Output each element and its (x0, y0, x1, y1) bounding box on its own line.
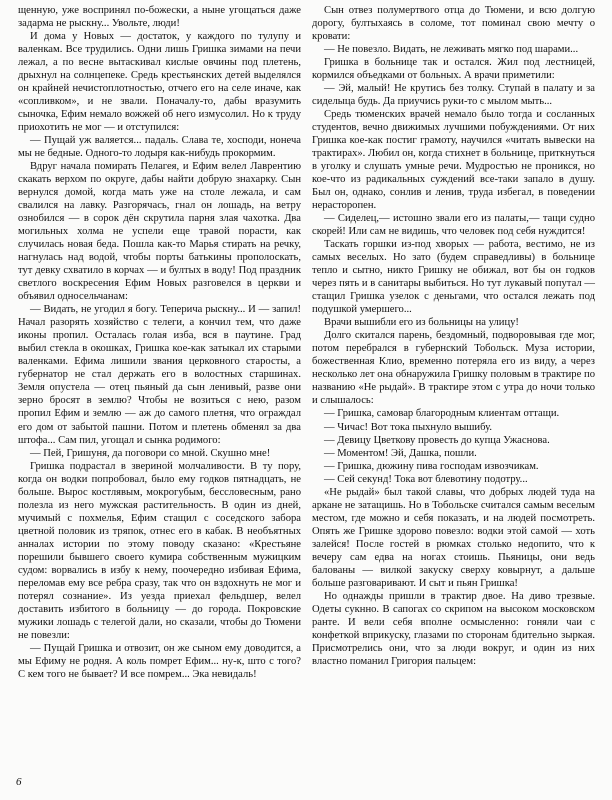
paragraph: Долго скитался парень, бездомный, подворовывая где мог, потом перебрался в губернский Тобольск. Муза истории, божественная Клио, временно потеряла его из виду, а через несколько лет она обнаружила Гришку половым в трактире по названию «Не рыдай». В трактире этом с утра до ночи только и слышалось: (312, 330, 595, 407)
paragraph: — Сей секунд! Тока вот блевотину подотру... (324, 473, 528, 485)
paragraph: Гришка в больнице так и остался. Жил под лестницей, кормился объедками от больных. А врачи приметили: (312, 57, 595, 82)
paragraph: И дома у Новых — достаток, у каждого по тулупу и валенкам. Все трудились. Одни лишь Гришка зимами на печи лежал, а по весне вытаскивал кислые овчины под плетень, дрыхнул на солнцепеке. Средь крестьянских детей выделялся он крайней нечистоплотностью, отчего его на селе иначе, как «сопливком», и не звали. Поначалу-то, дабы вразумить сыночка, Ефим немало вожжей об него измусолил. Но к труду приохотить не мог — и отступился: (18, 31, 301, 134)
paragraph: — Пущай Гришка и отвозит, он же сыном ему доводится, а мы Ефиму не родня. А коль помрет Ефим... ну-к, што с того? С кем того не бывает? И все помрем... Эка невидаль! (18, 642, 301, 680)
paragraph: — Гришка, самовар благородным клиентам оттащи. (324, 408, 560, 420)
paragraph: — Пущай уж валяется... падаль. Слава те, хосподи, нонеча мы не бедные. Одного-то лодыря как-нибудь прокормим. (18, 135, 301, 160)
paragraph: Сын отвез полумертвого отца до Тюмени, и всю долгую дорогу, бултыхаясь в соломе, тот поминал свою мечту о кровати: (312, 5, 595, 43)
paragraph: — Чичас! Вот тока пыхнуло вышибу. (324, 421, 492, 433)
page-number: 6 (16, 776, 22, 788)
paragraph: Но однажды пришли в трактир двое. На диво трезвые. Одеты сукнно. В сапогах со скрипом на высоком московском ранте. И вели себя вполне осмысленно: гоняли чаи с конфеткой вприкуску, глазами по сторонам бдительно зыркая. Присмотрелись они, что за люди вокруг, и один из них властно поманил Григория пальцем: (312, 590, 595, 667)
right-column (312, 4, 595, 668)
paragraph: — Сиделец,— истошно звали его из палаты,— тащи судно скорей! Или сам не видишь, что человек под себя нуждится! (312, 213, 595, 238)
paragraph: Таскать горшки из-под хворых — работа, вестимо, не из самых веселых. Но зато (будем справедливы) в больнице тепло и сытно, никто Гришку не обижал, вот бы он годков через пять и в санитары выбиться. Но тут лукавый попутал — стащил Гришка узелок с деньгами, что остался лежать под подушкой умершего... (312, 239, 595, 316)
paragraph: Гришка подрастал в звериной молчаливости. В ту пору, когда он водки попробовал, было ему годков пятнадцать, не больше. Вырос костлявым, мокрогубым, бессловесным, рано полезла из него мужская растительность. В один из дней, мучимый с похмелья, Ефим стащил с соседского забора цветной половик из тряпок, отнес его в кабак. В необъятных анналах истории по этому поводу сказано: «Крестьяне порешили бывшего своего кумира собственным мужицким судом: ворвались в избу к нему, поочередно избивая Ефима, переломав ему все ребра сразу, так что он вздохнуть не мог и потерял сознание». Из уезда приехал фельдшер, велел доставить избитого в больницу — до города. Покровские мужики лошадь с телегой дали, но сказали, чтобы до Тюмени не повезли: (18, 460, 301, 641)
paragraph: — Гришка, дюжину пива господам извозчикам. (324, 460, 539, 472)
paragraph: — Пей, Гришуня, да поговори со мной. Скушно мне! (30, 447, 271, 459)
paragraph: — Не повезло. Видать, не леживать мягко под шарами... (324, 44, 579, 56)
paragraph: Вдруг начала помирать Пелагея, и Ефим велел Лаврентию скакать верхом по округе, дабы найти добрую знахарку. Сын вернулся домой, когда мать уже на столе лежала, и сам свалился на лавку. Разгорячась, гнал он лошадь, на ветру ознобился — в сорок дён скрутила парня злая чахотка. Два могильных холма не успели еще травой порасти, как случилась новая беда. Пошла как-то Марья стирать на речку, нагнулась над водой, чтобы порты батькины прополоскать, тут девку схватило в корчах — и бултых в воду! Под праздник светлого воскресения Ефим Новых разговелся в церкви и объявил односельчанам: (18, 161, 301, 303)
paragraph: — Видать, не угодил я богу. Теперича рыскну... И — запил! Начал разорять хозяйство с телеги, а кончил тем, что даже иконы пропил. Осталась голая изба, вся в паутине. Град выбил стекла в окошках, Гришка кое-как затыкал их старыми валенками. Ефима лишили звания церковного старосты, а губернатор не стал держать его в волостных старшинах. Земля опустела — отец пьяный да сын ленивый, разве они зерно бросят в землю? Чтобы не возиться с нею, разом пропил Ефим и землю — аж до самого плетня, что ограждал его дом от забытой пашни. Потом и плетень обменял за два штофа... Сам пил, угощал и сынка родимого: (18, 304, 301, 446)
paragraph: щенную, уже воспринял по-божески, а ныне угощаться даже задарма не рыскну... Увольте, люди! (18, 5, 301, 30)
left-column (18, 4, 301, 681)
paragraph: — Моментом! Эй, Дашка, пошли. (324, 447, 477, 459)
paragraph: — Эй, малый! Не крутись без толку. Ступай в палату и за сиделыца будь. Да приучись руки-то с мылом мыть... (312, 83, 595, 108)
paragraph: Врачи вышибли его из больницы на улицу! (324, 317, 519, 329)
paragraph: — Девицу Цветкову провесть до купца Ужаснова. (324, 434, 550, 446)
paragraph: «Не рыдай» был такой славы, что добрых людей туда на аркане не затащишь. Но в Тобольске считался самым веселым местом, где можно и себя показать, и на людей посмотреть. Опять же Гришке здорово повезло: водки этой самой — хоть залейся! После гостей в рюмках столько недопито, что к вечеру сам едва на ногах стоишь. Пьяницы, они ведь балованы — вилкой закуску сверху ковырнут, а дальше больше разговаривают. И сыт и пьян Гришка! (312, 486, 595, 589)
paragraph: Средь тюменских врачей немало было тогда и сосланных студентов, вечно движимых лучшими побуждениями. От них Гришка кое-как постиг грамоту, научился «читать вывески на трактирах». Любил он, когда стихнет в больнице, приткнуться в уголку и слушать умные речи. Мудростью не проникся, но кое-что из радикальных суждений все-таки запало в душу. Был он, однако, сонлив и ленив, труда избегал, в поведении нерасторопен. (312, 109, 595, 212)
